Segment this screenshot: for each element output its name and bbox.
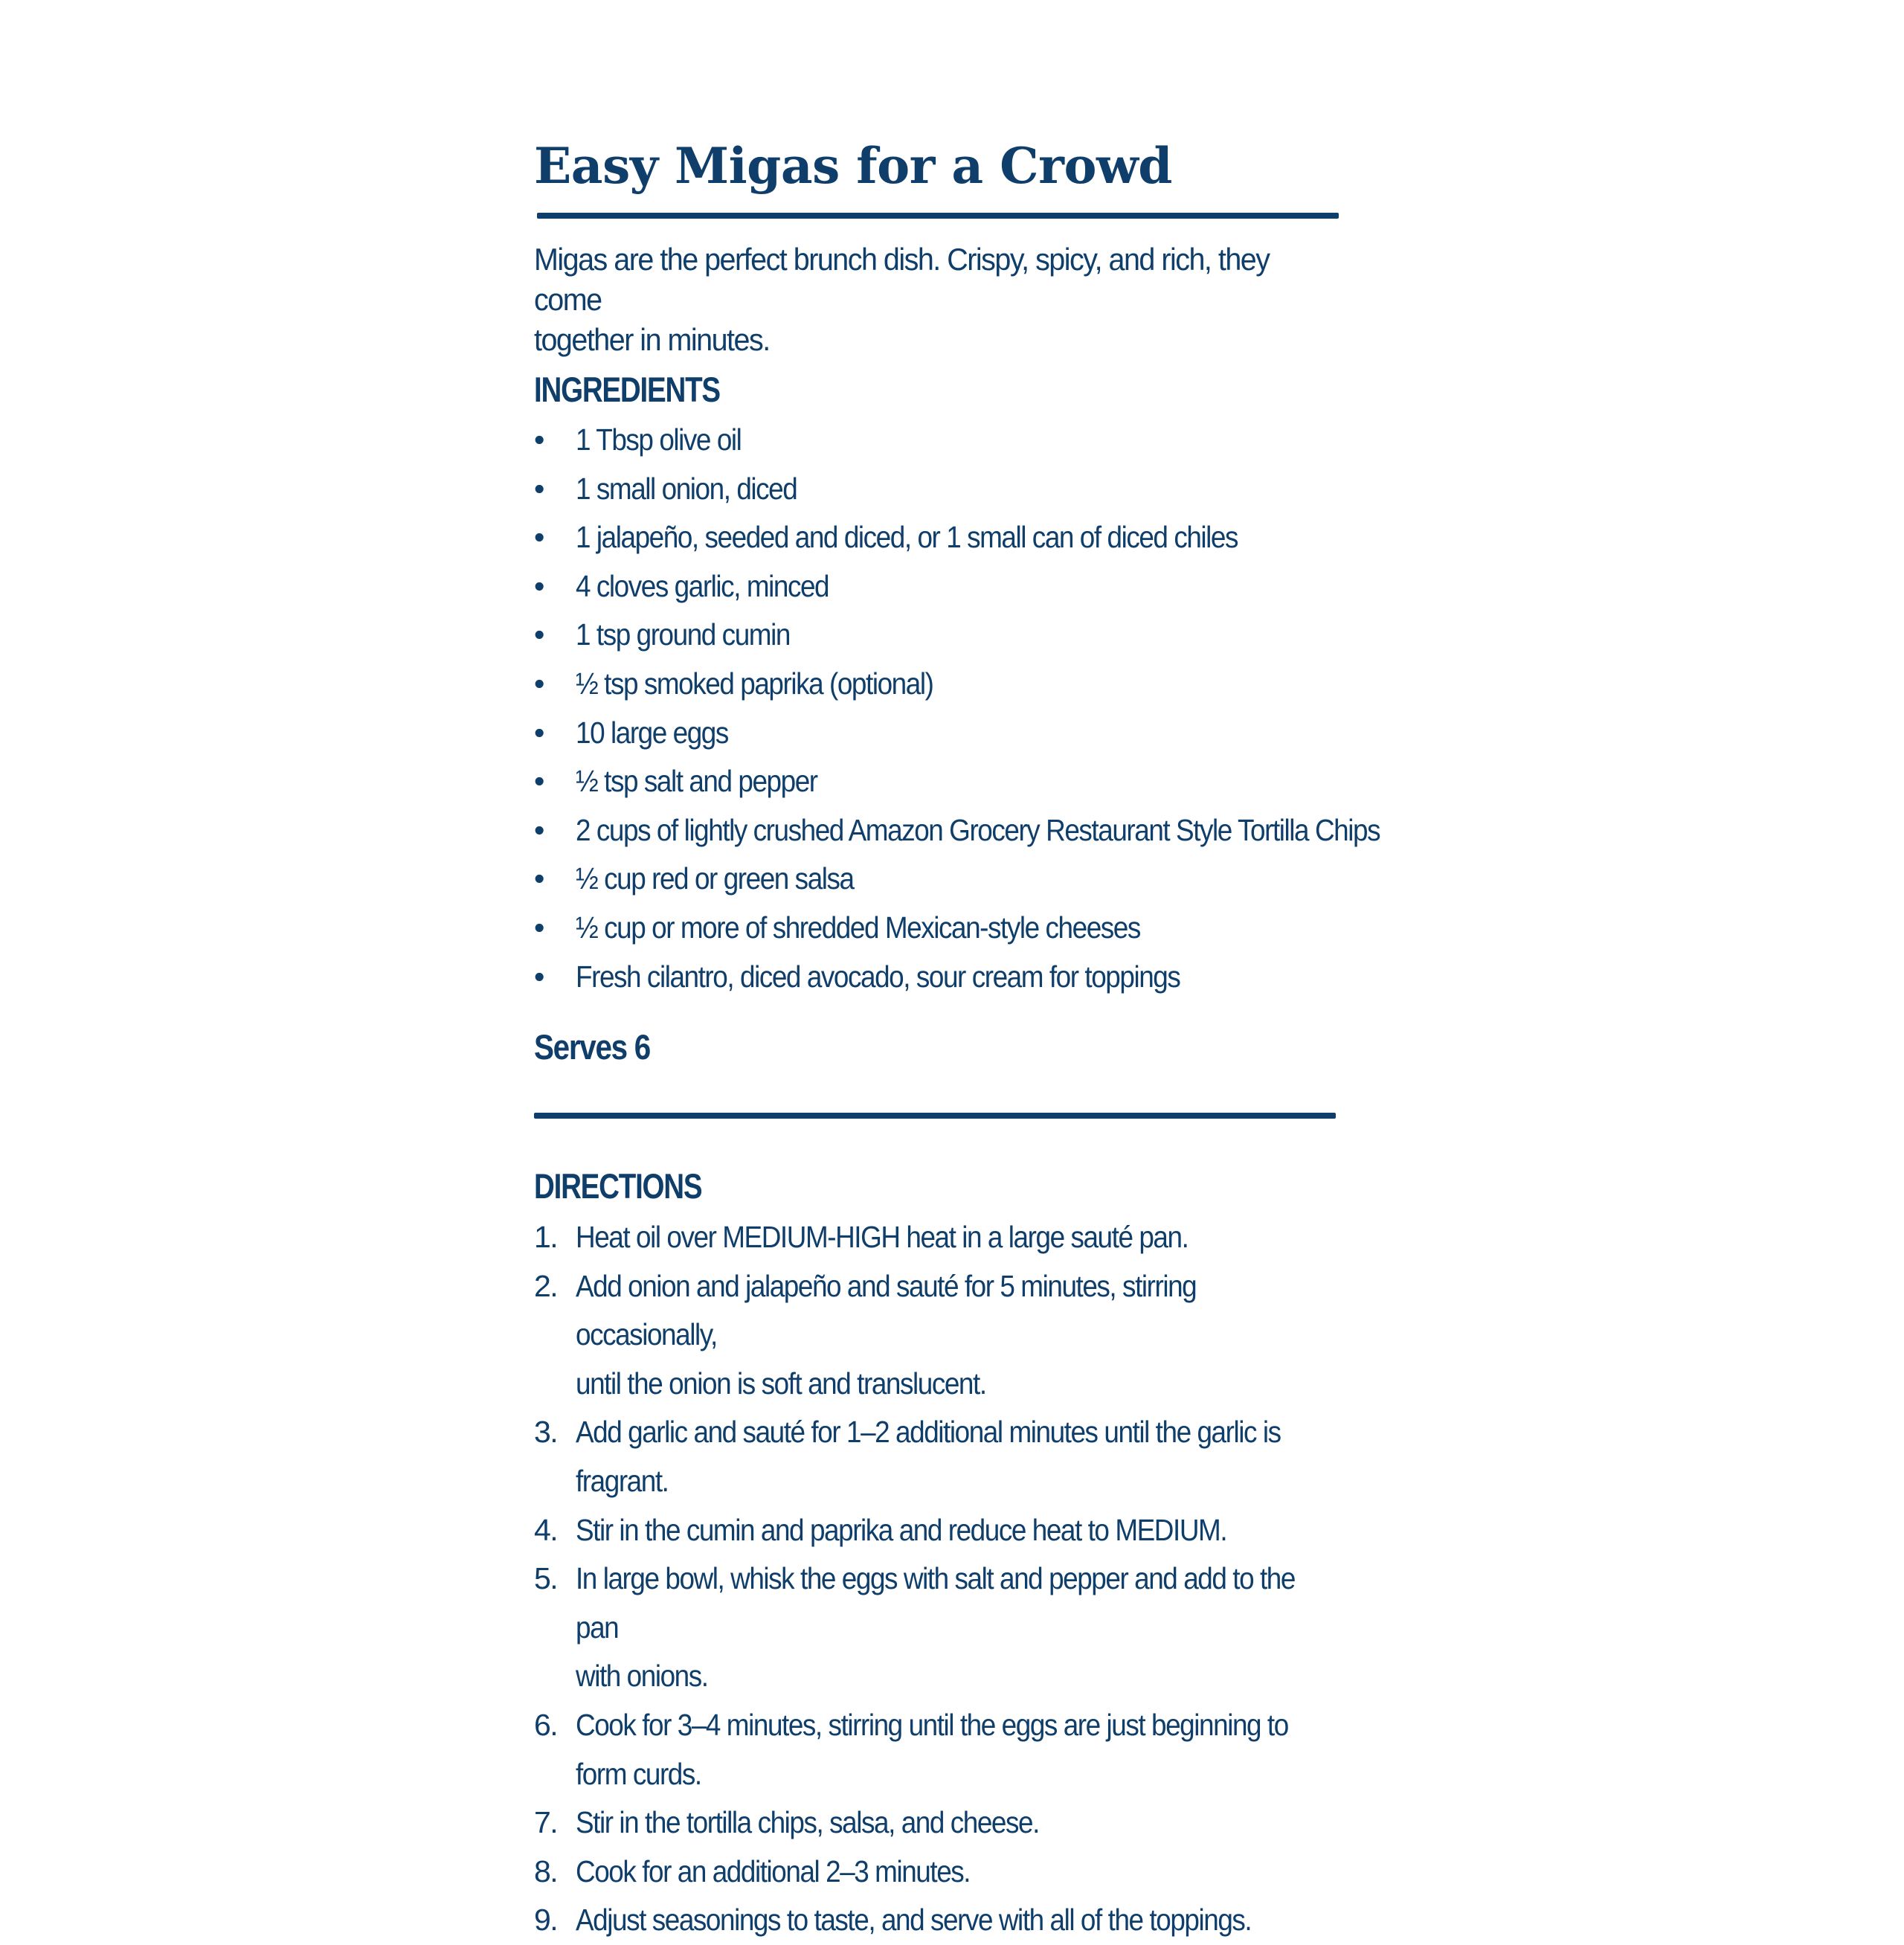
direction-step: [534, 1798, 1394, 1848]
direction-step: [534, 1213, 1394, 1262]
directions-list: [534, 1213, 1394, 1945]
recipe-title: Easy Migas for a Crowd: [534, 137, 1172, 195]
step-line: Cook for an additional 2–3 minutes.: [576, 1854, 971, 1888]
ingredient-text: ½ tsp smoked paprika (optional): [576, 666, 933, 701]
ingredient-item: [534, 757, 1469, 806]
step-text: [576, 1213, 1312, 1262]
bullet-icon: •: [534, 764, 544, 799]
ingredient-text: 1 small onion, diced: [576, 471, 797, 506]
title-divider: [537, 213, 1339, 219]
bullet-icon: •: [534, 520, 544, 555]
step-line: Heat oil over MEDIUM-HIGH heat in a large sauté pan.: [576, 1220, 1189, 1254]
step-text: [576, 1408, 1312, 1505]
step-number: 3.: [534, 1415, 557, 1450]
direction-step: [534, 1408, 1394, 1505]
bullet-icon: •: [534, 471, 544, 506]
step-number: 8.: [534, 1854, 557, 1888]
step-number: 6.: [534, 1707, 557, 1742]
ingredient-text: 4 cloves garlic, minced: [576, 568, 829, 603]
recipe-intro: [534, 239, 1303, 360]
ingredient-item: [534, 416, 1469, 465]
ingredient-item: [534, 953, 1469, 1002]
bullet-icon: •: [534, 666, 544, 701]
bullet-icon: •: [534, 422, 544, 457]
bullet-icon: •: [534, 861, 544, 896]
bullet-icon: •: [534, 812, 544, 847]
ingredient-text: 10 large eggs: [576, 715, 728, 750]
step-line: Stir in the cumin and paprika and reduce heat to MEDIUM.: [576, 1512, 1227, 1547]
direction-step: [534, 1848, 1394, 1897]
bullet-icon: •: [534, 568, 544, 603]
step-text: [576, 1506, 1312, 1555]
step-line: Adjust seasonings to taste, and serve with all of the toppings.: [576, 1903, 1252, 1938]
direction-step: [534, 1262, 1394, 1409]
step-text: [576, 1555, 1312, 1701]
ingredient-text: ½ tsp salt and pepper: [576, 764, 817, 799]
ingredient-text: 1 Tbsp olive oil: [576, 422, 742, 457]
step-line: until the onion is soft and translucent.: [576, 1366, 986, 1401]
step-number: 9.: [534, 1903, 557, 1938]
step-number: 7.: [534, 1805, 557, 1840]
direction-step: [534, 1701, 1394, 1798]
step-line: In large bowl, whisk the eggs with salt and pepper and add to the pan: [576, 1561, 1295, 1645]
step-text: [576, 1896, 1312, 1945]
step-line: Add onion and jalapeño and sauté for 5 minutes, stirring occasionally,: [576, 1268, 1197, 1352]
section-divider: [534, 1113, 1336, 1119]
ingredients-list: [534, 416, 1469, 1001]
step-text: [576, 1798, 1312, 1848]
bullet-icon: •: [534, 910, 544, 945]
ingredients-heading: INGREDIENTS: [534, 370, 720, 409]
ingredient-item: [534, 904, 1469, 953]
ingredient-text: 1 tsp ground cumin: [576, 617, 790, 652]
step-text: [576, 1262, 1312, 1409]
serves-count: Serves 6: [534, 1027, 651, 1067]
step-number: 1.: [534, 1220, 557, 1254]
ingredient-text: ½ cup or more of shredded Mexican-style cheeses: [576, 910, 1140, 945]
bullet-icon: •: [534, 715, 544, 750]
ingredient-item: [534, 806, 1469, 855]
step-text: [576, 1848, 1312, 1897]
ingredient-item: [534, 855, 1469, 904]
ingredient-item: [534, 660, 1469, 709]
ingredient-item: [534, 709, 1469, 758]
ingredient-item: [534, 465, 1469, 514]
step-text: [576, 1701, 1312, 1798]
step-line: Stir in the tortilla chips, salsa, and cheese.: [576, 1805, 1039, 1840]
bullet-icon: •: [534, 959, 544, 994]
intro-line-1: Migas are the perfect brunch dish. Crispy, spicy, and rich, they come: [534, 242, 1270, 317]
ingredient-item: [534, 611, 1469, 660]
directions-heading: DIRECTIONS: [534, 1166, 702, 1206]
ingredient-text: ½ cup red or green salsa: [576, 861, 854, 896]
intro-line-2: together in minutes.: [534, 322, 770, 357]
ingredient-text: 2 cups of lightly crushed Amazon Grocery Restaurant Style Tortilla Chips: [576, 812, 1380, 847]
ingredient-item: [534, 513, 1469, 562]
ingredient-text: Fresh cilantro, diced avocado, sour cream for toppings: [576, 959, 1180, 994]
direction-step: [534, 1896, 1394, 1945]
direction-step: [534, 1555, 1394, 1701]
step-line: Cook for 3–4 minutes, stirring until the eggs are just beginning to: [576, 1707, 1288, 1742]
ingredient-text: 1 jalapeño, seeded and diced, or 1 small can of diced chiles: [576, 520, 1238, 555]
step-number: 5.: [534, 1561, 557, 1596]
step-number: 4.: [534, 1512, 557, 1547]
step-line: with onions.: [576, 1659, 708, 1694]
ingredient-item: [534, 562, 1469, 611]
step-line: form curds.: [576, 1756, 701, 1791]
step-line: Add garlic and sauté for 1–2 additional minutes until the garlic is fragrant.: [576, 1415, 1281, 1498]
step-number: 2.: [534, 1268, 557, 1303]
direction-step: [534, 1506, 1394, 1555]
bullet-icon: •: [534, 617, 544, 652]
